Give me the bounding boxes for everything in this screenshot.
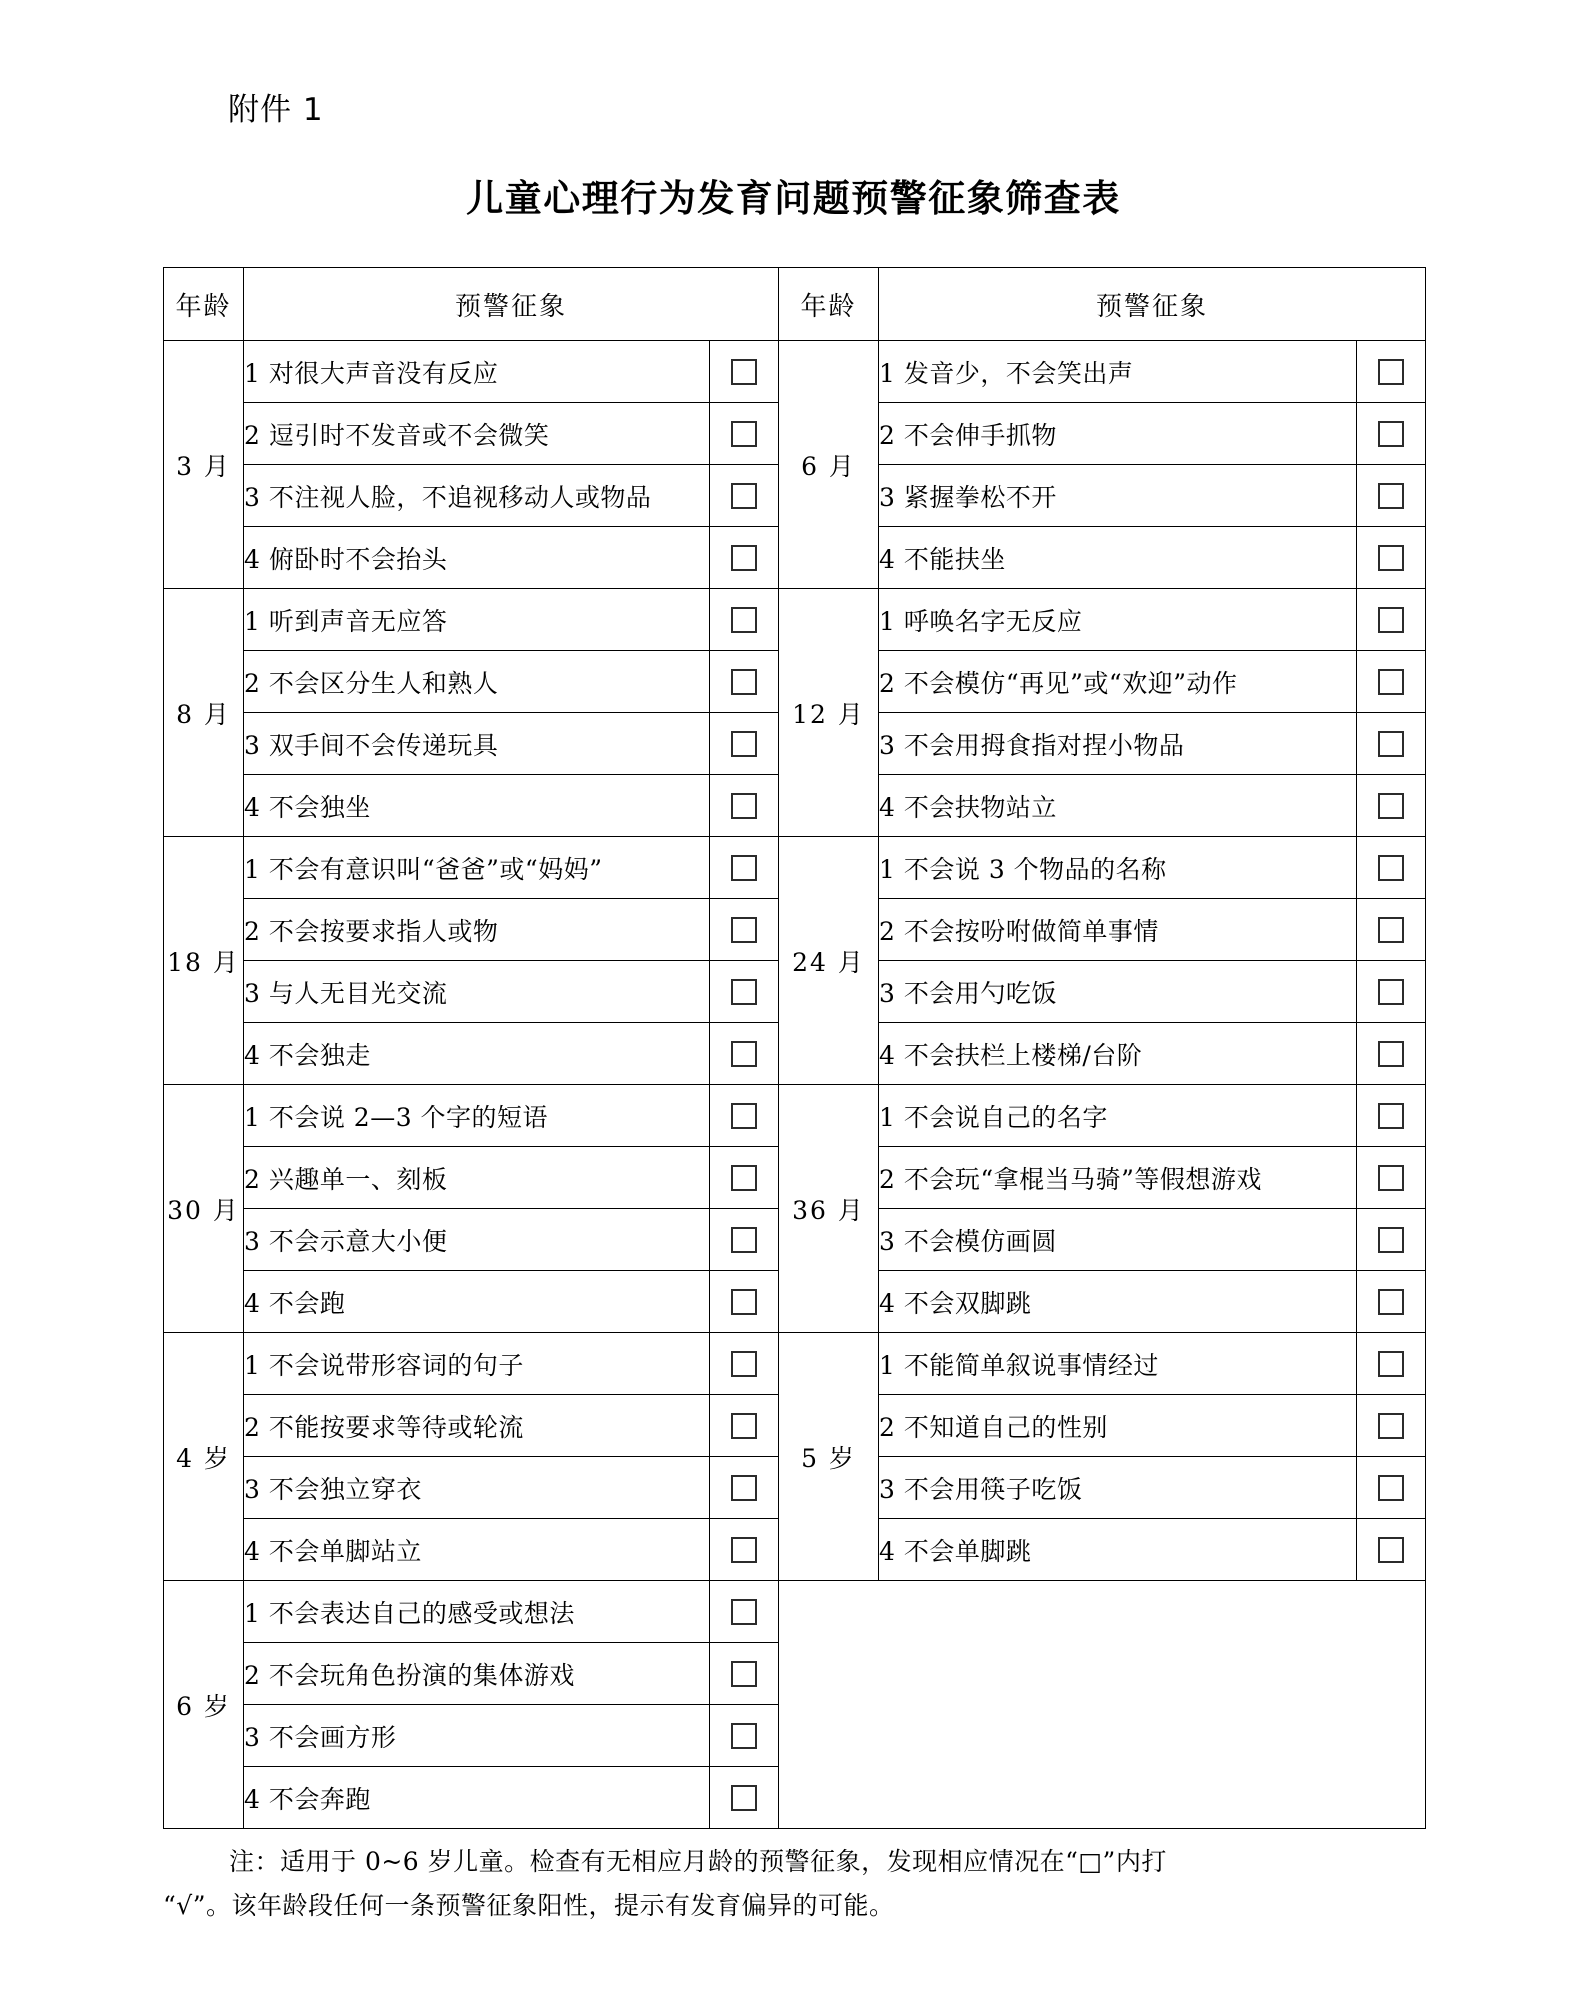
- checkbox-cell[interactable]: [1357, 465, 1426, 527]
- checkbox-icon[interactable]: [731, 1413, 757, 1439]
- checkbox-cell[interactable]: [710, 961, 779, 1023]
- checkbox-cell[interactable]: [710, 1767, 779, 1829]
- warning-sign-left: 4 不会单脚站立: [244, 1519, 710, 1581]
- warning-sign-right: 1 不会说 3 个物品的名称: [879, 837, 1357, 899]
- warning-sign-right: 3 不会模仿画圆: [879, 1209, 1357, 1271]
- checkbox-icon[interactable]: [731, 1661, 757, 1687]
- page-title: 儿童心理行为发育问题预警征象筛查表: [466, 176, 1121, 220]
- checkbox-icon[interactable]: [731, 1723, 757, 1749]
- footnote-line-2: “√”。该年龄段任何一条预警征象阳性，提示有发育偏异的可能。: [163, 1891, 895, 1920]
- checkbox-cell[interactable]: [710, 341, 779, 403]
- checkbox-icon[interactable]: [1378, 1289, 1404, 1315]
- header-signs-left: 预警征象: [244, 268, 779, 341]
- checkbox-icon[interactable]: [1378, 1475, 1404, 1501]
- checkbox-icon[interactable]: [731, 1289, 757, 1315]
- warning-sign-left: 1 对很大声音没有反应: [244, 341, 710, 403]
- checkbox-icon[interactable]: [1378, 421, 1404, 447]
- checkbox-icon[interactable]: [1378, 669, 1404, 695]
- warning-sign-right: 4 不能扶坐: [879, 527, 1357, 589]
- warning-sign-right: 4 不会扶物站立: [879, 775, 1357, 837]
- checkbox-icon[interactable]: [731, 1041, 757, 1067]
- checkbox-cell[interactable]: [1357, 403, 1426, 465]
- checkbox-icon[interactable]: [731, 1351, 757, 1377]
- warning-sign-left: 2 逗引时不发音或不会微笑: [244, 403, 710, 465]
- warning-sign-left: 2 不会区分生人和熟人: [244, 651, 710, 713]
- table-row: [164, 341, 1426, 403]
- checkbox-cell[interactable]: [710, 775, 779, 837]
- header-age-right: 年龄: [779, 268, 879, 341]
- age-label-left: 4 岁: [164, 1333, 244, 1581]
- checkbox-icon[interactable]: [1378, 979, 1404, 1005]
- checkbox-cell[interactable]: [710, 651, 779, 713]
- checkbox-cell[interactable]: [710, 1457, 779, 1519]
- checkbox-icon[interactable]: [731, 359, 757, 385]
- table-row: [164, 589, 1426, 651]
- warning-sign-left: 1 不会表达自己的感受或想法: [244, 1581, 710, 1643]
- warning-sign-left: 3 不注视人脸，不追视移动人或物品: [244, 465, 710, 527]
- warning-sign-right: 1 发音少，不会笑出声: [879, 341, 1357, 403]
- checkbox-cell[interactable]: [1357, 837, 1426, 899]
- checkbox-cell[interactable]: [1357, 1023, 1426, 1085]
- warning-sign-left: 3 不会示意大小便: [244, 1209, 710, 1271]
- footnote: [163, 1840, 1425, 1928]
- checkbox-icon[interactable]: [1378, 1227, 1404, 1253]
- checkbox-cell[interactable]: [1357, 651, 1426, 713]
- footnote-line-1: 注：适用于 0~6 岁儿童。检查有无相应月龄的预警征象，发现相应情况在“□”内打: [229, 1847, 1167, 1876]
- checkbox-icon[interactable]: [1378, 359, 1404, 385]
- warning-sign-right: 4 不会单脚跳: [879, 1519, 1357, 1581]
- warning-sign-left: 4 不会奔跑: [244, 1767, 710, 1829]
- checkbox-icon[interactable]: [731, 917, 757, 943]
- checkbox-icon[interactable]: [731, 1165, 757, 1191]
- checkbox-cell[interactable]: [1357, 341, 1426, 403]
- warning-sign-right: 4 不会扶栏上楼梯/台阶: [879, 1023, 1357, 1085]
- checkbox-cell[interactable]: [710, 899, 779, 961]
- checkbox-icon[interactable]: [731, 1599, 757, 1625]
- warning-sign-left: 3 与人无目光交流: [244, 961, 710, 1023]
- checkbox-icon[interactable]: [1378, 607, 1404, 633]
- checkbox-cell[interactable]: [710, 1209, 779, 1271]
- checkbox-icon[interactable]: [1378, 917, 1404, 943]
- warning-sign-right: 2 不会伸手抓物: [879, 403, 1357, 465]
- checkbox-icon[interactable]: [731, 1785, 757, 1811]
- table-header-row: [164, 268, 1426, 341]
- checkbox-icon[interactable]: [731, 1475, 757, 1501]
- checkbox-icon[interactable]: [731, 1227, 757, 1253]
- checkbox-cell[interactable]: [1357, 1147, 1426, 1209]
- warning-sign-right: 2 不会模仿“再见”或“欢迎”动作: [879, 651, 1357, 713]
- age-label-left: 18 月: [164, 837, 244, 1085]
- warning-sign-left: 4 不会独坐: [244, 775, 710, 837]
- checkbox-icon[interactable]: [1378, 793, 1404, 819]
- checkbox-icon[interactable]: [1378, 1103, 1404, 1129]
- checkbox-cell[interactable]: [710, 403, 779, 465]
- checkbox-icon[interactable]: [1378, 855, 1404, 881]
- warning-sign-left: 4 不会跑: [244, 1271, 710, 1333]
- checkbox-cell[interactable]: [1357, 1271, 1426, 1333]
- age-label-left: 8 月: [164, 589, 244, 837]
- warning-sign-right: 3 紧握拳松不开: [879, 465, 1357, 527]
- table-row: [164, 1581, 1426, 1643]
- checkbox-cell[interactable]: [710, 465, 779, 527]
- warning-sign-right: 4 不会双脚跳: [879, 1271, 1357, 1333]
- checkbox-icon[interactable]: [731, 855, 757, 881]
- attachment-label: 附件 1: [228, 92, 324, 128]
- warning-sign-right: 2 不会按吩咐做简单事情: [879, 899, 1357, 961]
- warning-sign-left: 2 不会玩角色扮演的集体游戏: [244, 1643, 710, 1705]
- table-row: [164, 1085, 1426, 1147]
- checkbox-icon[interactable]: [1378, 1537, 1404, 1563]
- age-label-right: 24 月: [779, 837, 879, 1085]
- checkbox-cell[interactable]: [710, 1643, 779, 1705]
- checkbox-cell[interactable]: [1357, 961, 1426, 1023]
- checkbox-icon[interactable]: [731, 421, 757, 447]
- checkbox-icon[interactable]: [731, 793, 757, 819]
- empty-right-region: [779, 1581, 1426, 1829]
- warning-sign-right: 3 不会用筷子吃饭: [879, 1457, 1357, 1519]
- checkbox-icon[interactable]: [731, 483, 757, 509]
- checkbox-icon[interactable]: [1378, 1041, 1404, 1067]
- checkbox-icon[interactable]: [731, 979, 757, 1005]
- warning-sign-left: 2 兴趣单一、刻板: [244, 1147, 710, 1209]
- checkbox-cell[interactable]: [710, 1581, 779, 1643]
- age-label-right: 5 岁: [779, 1333, 879, 1581]
- warning-sign-right: 2 不会玩“拿棍当马骑”等假想游戏: [879, 1147, 1357, 1209]
- header-age-left: 年龄: [164, 268, 244, 341]
- checkbox-cell[interactable]: [1357, 1457, 1426, 1519]
- checkbox-cell[interactable]: [710, 527, 779, 589]
- warning-sign-right: 2 不知道自己的性别: [879, 1395, 1357, 1457]
- checkbox-icon[interactable]: [1378, 1413, 1404, 1439]
- warning-sign-right: 1 不能简单叙说事情经过: [879, 1333, 1357, 1395]
- warning-sign-left: 1 不会说带形容词的句子: [244, 1333, 710, 1395]
- checkbox-cell[interactable]: [710, 1333, 779, 1395]
- checkbox-cell[interactable]: [1357, 589, 1426, 651]
- table-row: [164, 1333, 1426, 1395]
- warning-sign-left: 1 不会说 2—3 个字的短语: [244, 1085, 710, 1147]
- checkbox-cell[interactable]: [710, 1519, 779, 1581]
- checkbox-cell[interactable]: [1357, 527, 1426, 589]
- warning-sign-right: 3 不会用勺吃饭: [879, 961, 1357, 1023]
- warning-sign-left: 2 不会按要求指人或物: [244, 899, 710, 961]
- checkbox-icon[interactable]: [731, 669, 757, 695]
- screening-table: [163, 267, 1426, 1829]
- checkbox-icon[interactable]: [731, 545, 757, 571]
- checkbox-icon[interactable]: [731, 607, 757, 633]
- warning-sign-right: 1 不会说自己的名字: [879, 1085, 1357, 1147]
- checkbox-cell[interactable]: [710, 1085, 779, 1147]
- warning-sign-left: 1 听到声音无应答: [244, 589, 710, 651]
- checkbox-icon[interactable]: [1378, 483, 1404, 509]
- warning-sign-right: 3 不会用拇食指对捏小物品: [879, 713, 1357, 775]
- age-label-left: 3 月: [164, 341, 244, 589]
- checkbox-cell[interactable]: [1357, 1519, 1426, 1581]
- checkbox-cell[interactable]: [710, 713, 779, 775]
- checkbox-cell[interactable]: [1357, 713, 1426, 775]
- age-label-right: 36 月: [779, 1085, 879, 1333]
- checkbox-cell[interactable]: [1357, 775, 1426, 837]
- warning-sign-left: 4 俯卧时不会抬头: [244, 527, 710, 589]
- warning-sign-left: 3 不会独立穿衣: [244, 1457, 710, 1519]
- checkbox-cell[interactable]: [710, 1271, 779, 1333]
- checkbox-cell[interactable]: [710, 1705, 779, 1767]
- age-label-left: 30 月: [164, 1085, 244, 1333]
- warning-sign-left: 4 不会独走: [244, 1023, 710, 1085]
- checkbox-cell[interactable]: [710, 1395, 779, 1457]
- checkbox-cell[interactable]: [710, 589, 779, 651]
- checkbox-cell[interactable]: [710, 1023, 779, 1085]
- checkbox-icon[interactable]: [1378, 545, 1404, 571]
- warning-sign-left: 3 不会画方形: [244, 1705, 710, 1767]
- warning-sign-left: 1 不会有意识叫“爸爸”或“妈妈”: [244, 837, 710, 899]
- checkbox-icon[interactable]: [731, 731, 757, 757]
- checkbox-cell[interactable]: [1357, 1395, 1426, 1457]
- checkbox-icon[interactable]: [1378, 1165, 1404, 1191]
- age-label-right: 12 月: [779, 589, 879, 837]
- warning-sign-left: 2 不能按要求等待或轮流: [244, 1395, 710, 1457]
- table-row: [164, 837, 1426, 899]
- warning-sign-right: 1 呼唤名字无反应: [879, 589, 1357, 651]
- checkbox-icon[interactable]: [731, 1537, 757, 1563]
- checkbox-cell[interactable]: [1357, 899, 1426, 961]
- warning-sign-left: 3 双手间不会传递玩具: [244, 713, 710, 775]
- checkbox-cell[interactable]: [1357, 1085, 1426, 1147]
- checkbox-icon[interactable]: [1378, 1351, 1404, 1377]
- checkbox-icon[interactable]: [1378, 731, 1404, 757]
- age-label-left: 6 岁: [164, 1581, 244, 1829]
- age-label-right: 6 月: [779, 341, 879, 589]
- header-signs-right: 预警征象: [879, 268, 1426, 341]
- checkbox-cell[interactable]: [710, 837, 779, 899]
- checkbox-cell[interactable]: [1357, 1209, 1426, 1271]
- checkbox-cell[interactable]: [1357, 1333, 1426, 1395]
- checkbox-icon[interactable]: [731, 1103, 757, 1129]
- checkbox-cell[interactable]: [710, 1147, 779, 1209]
